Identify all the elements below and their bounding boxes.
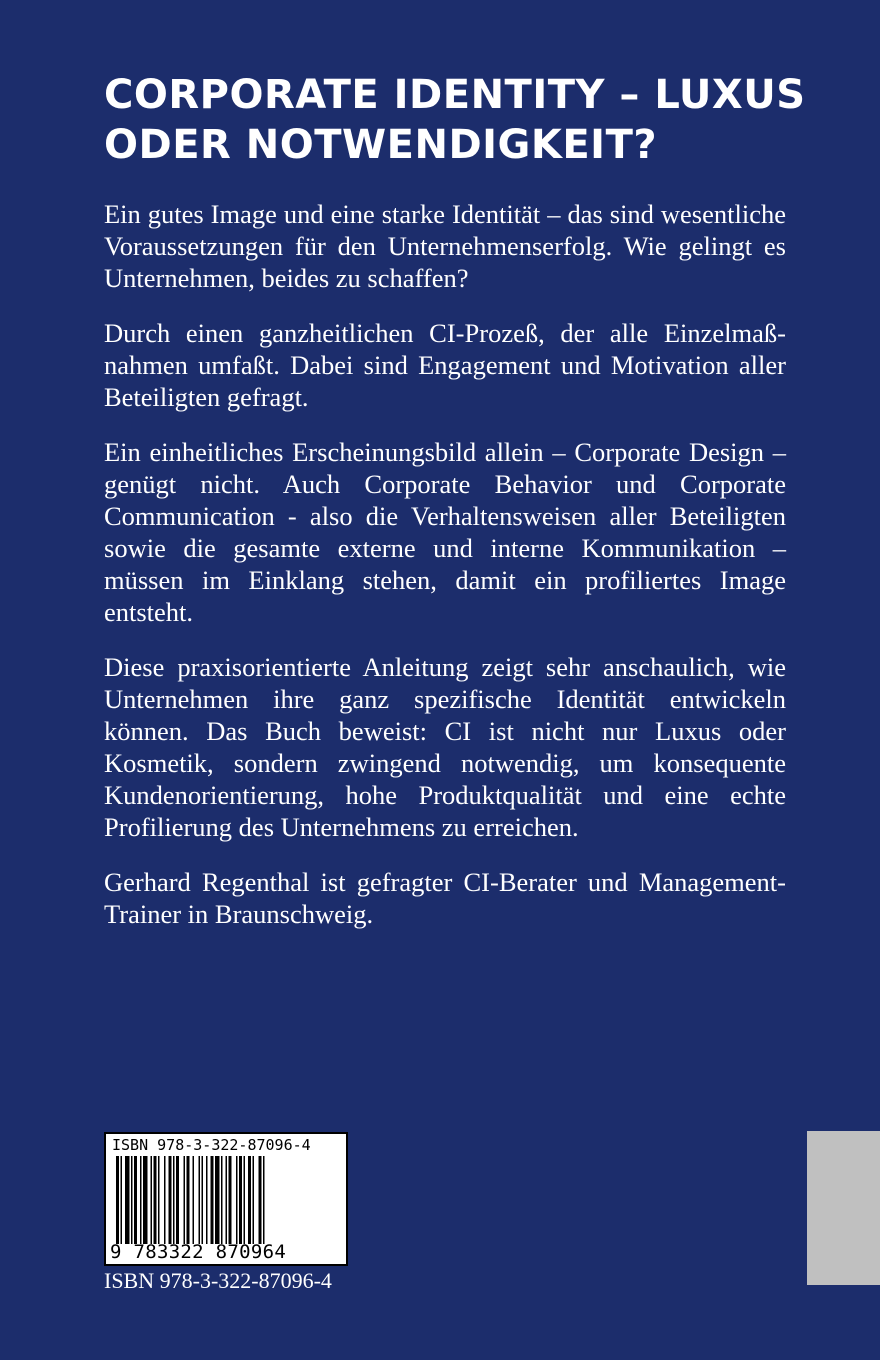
barcode-bar [259,1156,262,1244]
barcode-bar [248,1156,251,1244]
barcode-bar [158,1156,160,1244]
barcode-bar [193,1156,195,1244]
blurb-paragraph-1: Ein gutes Image und eine starke Identität – das sind wesentliche Voraussetzungen für den Unternehmenserfolg. Wie gelingt es Unternehmen, beides zu schaffen? [104,199,786,293]
barcode-bar [169,1156,172,1244]
barcode-bar [184,1156,186,1244]
barcode-bar [151,1156,153,1244]
cover-title-line-1: CORPORATE IDENTITY – LUXUS [104,72,806,118]
grey-label-block [807,1131,880,1285]
barcode-isbn-label: ISBN 978-3-322-87096-4 [112,1136,311,1154]
barcode-bar [131,1156,133,1244]
barcode-bar [202,1156,204,1244]
barcode-bar [164,1156,166,1244]
barcode-bar [215,1156,220,1244]
barcode-bar [134,1156,137,1244]
barcode-bar [226,1156,228,1244]
cover-title-line-2: ODER NOTWENDIGKEIT? [104,122,658,168]
isbn-text: ISBN 978-3-322-87096-4 [104,1268,332,1293]
barcode-bar [176,1156,179,1244]
blurb-paragraph-2: Durch einen ganzheitlichen CI-Prozeß, der alle Einzelmaßnahmen umfaßt. Dabei sind Engagement und Motivation aller Beteiligten gefragt. [104,318,786,412]
barcode-bar [121,1156,123,1244]
blurb-text [104,198,786,953]
blurb-paragraph-4: Diese praxisorientierte Anleitung zeigt sehr anschaulich, wie Unternehmen ihre ganz spezifische Identität entwickeln können. Das Buch beweist: CI ist nicht nur Luxus oder Kosmetik, sondern zwingend notwendig, um konsequente Kundenorientierung, hohe Produktqualität und eine echte Profilierung des Unternehmens zu erreichen. [104,652,786,842]
barcode-digits: 9 783322 870964 [110,1241,287,1263]
barcode-bar [236,1156,238,1244]
barcode-bar [263,1156,265,1244]
barcode-bar [211,1156,214,1244]
barcode-bar [154,1156,157,1244]
barcode-bar [229,1156,232,1244]
barcode-bar [244,1156,246,1244]
barcode-bar [173,1156,175,1244]
barcode-bars [116,1156,338,1244]
blurb-paragraph-5: Gerhard Regenthal ist gefragter CI-Berater und Management-Trainer in Braunschweig. [104,867,786,929]
barcode-bar [140,1156,142,1244]
barcode-bar [199,1156,201,1244]
barcode-bar [253,1156,255,1244]
barcode-bar [221,1156,223,1244]
barcode-bar [206,1156,208,1244]
cover-title [104,70,806,170]
barcode-bar [116,1156,119,1244]
isbn-barcode [104,1132,348,1266]
blurb-paragraph-3: Ein einheitliches Erscheinungsbild allein – Corporate Design – genügt nicht. Auch Corporate Behavior und Corporate Communication - also die Verhaltensweisen aller Beteiligten sowie die gesamte externe und interne Kommunikation – müssen im Einklang stehen, damit ein profiliertes Image entsteht. [104,437,786,627]
barcode-bar [143,1156,148,1244]
barcode-bar [187,1156,190,1244]
barcode-bar [125,1156,130,1244]
barcode-bar [239,1156,242,1244]
